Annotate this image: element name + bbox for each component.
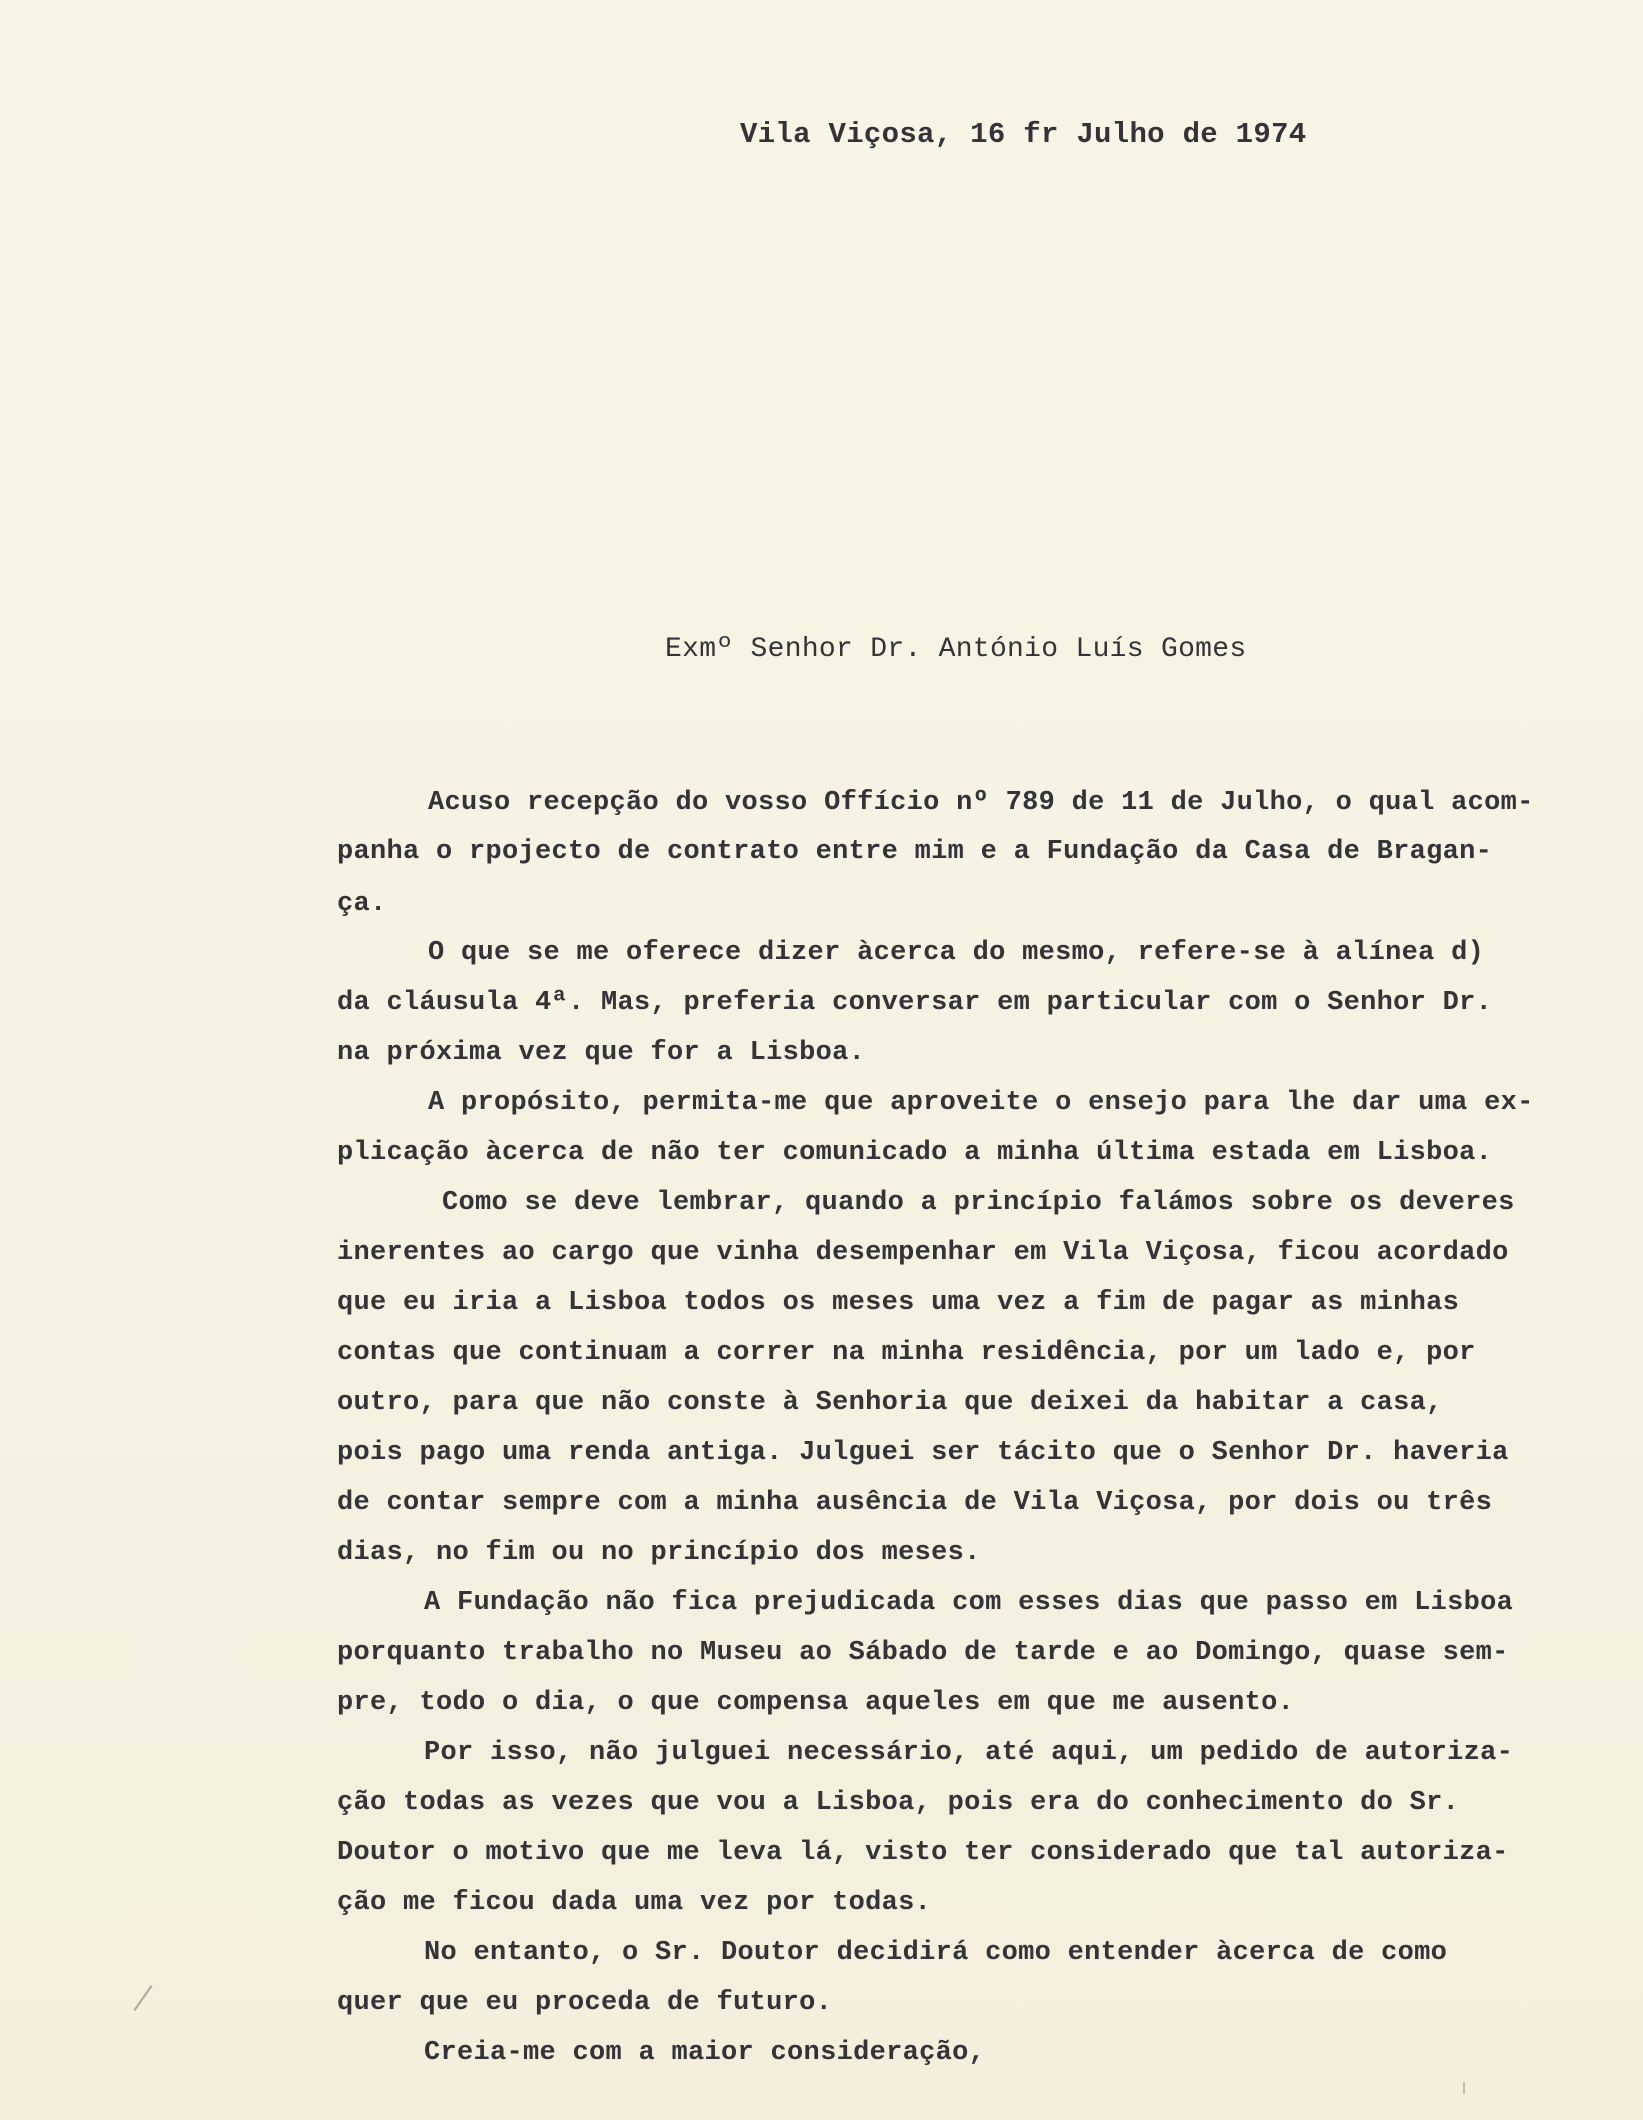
body-line: na próxima vez que for a Lisboa. [337, 1038, 866, 1068]
body-line: O que se me oferece dizer àcerca do mesmo, refere-se à alínea d) [428, 938, 1485, 968]
body-line: Creia-me com a maior consideração, [424, 2038, 986, 2068]
body-line: Por isso, não julguei necessário, até aqui, um pedido de autoriza- [424, 1738, 1514, 1768]
date-line: Vila Viçosa, 16 fr Julho de 1974 [740, 118, 1307, 151]
body-line: Doutor o motivo que me leva lá, visto ter considerado que tal autoriza- [337, 1838, 1509, 1868]
salutation: Exmº Senhor Dr. António Luís Gomes [665, 634, 1247, 665]
body-line: No entanto, o Sr. Doutor decidirá como entender àcerca de como [424, 1938, 1448, 1968]
body-line: ção todas as vezes que vou a Lisboa, pois era do conhecimento do Sr. [337, 1788, 1460, 1818]
pencil-mark [134, 1985, 153, 2011]
body-line: pre, todo o dia, o que compensa aqueles em que me ausento. [337, 1688, 1295, 1718]
body-line: A Fundação não fica prejudicada com esses dias que passo em Lisboa [424, 1588, 1514, 1618]
paper-speck [1463, 2082, 1465, 2094]
body-line: panha o rpojecto de contrato entre mim e a Fundação da Casa de Bragan- [337, 837, 1493, 867]
body-line: A propósito, permita-me que aproveite o ensejo para lhe dar uma ex- [428, 1088, 1534, 1118]
body-line: outro, para que não conste à Senhoria que deixei da habitar a casa, [337, 1388, 1443, 1418]
body-line: da cláusula 4ª. Mas, preferia conversar em particular com o Senhor Dr. [337, 988, 1493, 1018]
body-line: ça. [337, 889, 387, 919]
body-line: ção me ficou dada uma vez por todas. [337, 1888, 932, 1918]
body-line: porquanto trabalho no Museu ao Sábado de tarde e ao Domingo, quase sem- [337, 1638, 1509, 1668]
body-line: pois pago uma renda antiga. Julguei ser tácito que o Senhor Dr. haveria [337, 1438, 1509, 1468]
body-line: contas que continuam a correr na minha residência, por um lado e, por [337, 1338, 1476, 1368]
body-line: Como se deve lembrar, quando a princípio falámos sobre os deveres [442, 1188, 1515, 1218]
body-line: Acuso recepção do vosso Offício nº 789 de 11 de Julho, o qual acom- [428, 788, 1534, 818]
body-line: que eu iria a Lisboa todos os meses uma vez a fim de pagar as minhas [337, 1288, 1460, 1318]
body-line: quer que eu proceda de futuro. [337, 1988, 833, 2018]
body-line: plicação àcerca de não ter comunicado a minha última estada em Lisboa. [337, 1138, 1493, 1168]
body-line: dias, no fim ou no princípio dos meses. [337, 1538, 981, 1568]
body-line: inerentes ao cargo que vinha desempenhar em Vila Viçosa, ficou acordado [337, 1238, 1509, 1268]
body-line: de contar sempre com a minha ausência de Vila Viçosa, por dois ou três [337, 1488, 1493, 1518]
